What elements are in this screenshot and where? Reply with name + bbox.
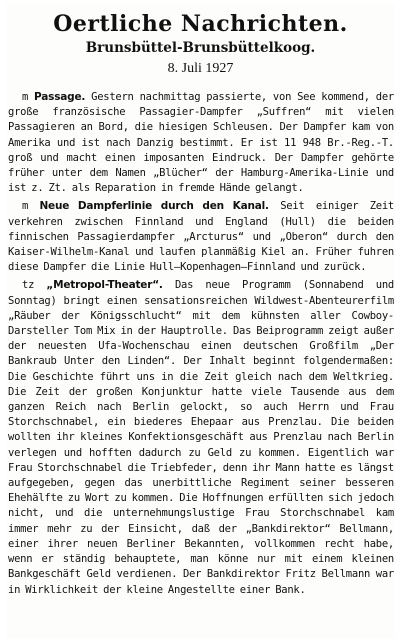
article-headline: Neue Dampferlinie durch den Kanal. xyxy=(39,200,269,213)
section-title: Oertliche Nachrichten. xyxy=(53,11,348,37)
article-list xyxy=(6,90,395,598)
section-header xyxy=(6,12,395,78)
article-body: Gestern nachmittag passierte, von See kommend, der große französische Passagier-Dampfer „Suffren“ mit vielen Passagieren an Bord, die hiesigen Schleusen. Der Dampfer kam von Amerika und ist nach Danzig bestimmt. Er ist 11 948 Br.-Reg.-T. groß und macht einen imposanten Eindruck. Der Dampfer gehörte früher unter dem Namen „Blücher“ der Hamburg-Amerika-Linie und ist z. Zt. als Reparation in fremde Hände gelangt. xyxy=(8,91,394,195)
article-body: Seit einiger Zeit verkehren zwischen Finnland und England (Hull) die beiden finnischen Passagierdampfer „Arcturus“ und „Oberon“ durch den Kaiser-Wilhelm-Kanal und laufen planmäßig Kiel an. Früher fuhren diese Dampfer die Linie Hull—Kopenhagen—Finnland und zurück. xyxy=(8,200,394,274)
article-dampferlinie xyxy=(8,199,394,275)
article-headline: „Metropol-Theater“. xyxy=(46,279,163,292)
issue-date: 8. Juli 1927 xyxy=(167,61,234,76)
article-metropol-theater xyxy=(8,278,394,597)
newspaper-clipping xyxy=(6,4,395,638)
article-body: Das neue Programm (Sonnabend und Sonntag) bringt einen sensationsreichen Wildwest-Abenteurerfilm „Räuber der Königsschlucht“ mit dem kühnsten aller Cowboy-Darsteller Tom Mix in der Hauptrolle. Das Beiprogramm zeigt außer der neuesten Ufa-Wochenschau einen deutschen Großfilm „Der Bankraub Unter den Linden“. Der Inhalt beginnt folgendermaßen: Die Geschichte führt uns in die Zeit gleich nach dem Weltkrieg. Die Zeit der großen Konjunktur hatte viele Tausende aus dem ganzen Reich nach Berlin gelockt, so auch Herrn und Frau Storchschnabel, ein biederes Ehepaar aus Prenzlau. Die beiden wollten ihr kleines Konfektionsgeschäft aus Prenzlau nach Berlin verlegen und hofften dadurch zu Geld zu kommen. Eigentlich war Frau Storchschnabel die Triebfeder, denn ihr Mann hatte es längst aufgegeben, gegen das unerbittliche Regiment seiner besseren Ehehälfte zu Wort zu kommen. Die Hoffnungen erfüllten sich jedoch nicht, und die unternehmungslustige Frau Storchschnabel kam immer mehr zu der Einsicht, daß der „Bankdirektor“ Bellmann, einer ihrer neuen Berliner Bekannten, vollkommen recht habe, wenn er ständig behauptete, man könne nur mit einem kleinen Bankgeschäft Geld verdienen. Der Bankdirektor Fritz Bellmann war in Wirklichkeit der kleine Angestellte einer Bank. xyxy=(8,279,394,596)
location-subtitle: Brunsbüttel-Brunsbüttelkoog. xyxy=(85,40,316,56)
article-tag: tz xyxy=(22,279,35,292)
article-tag: m xyxy=(22,200,29,213)
article-headline: Passage. xyxy=(34,91,86,103)
article-passage xyxy=(8,90,394,196)
article-tag: m xyxy=(22,91,29,103)
